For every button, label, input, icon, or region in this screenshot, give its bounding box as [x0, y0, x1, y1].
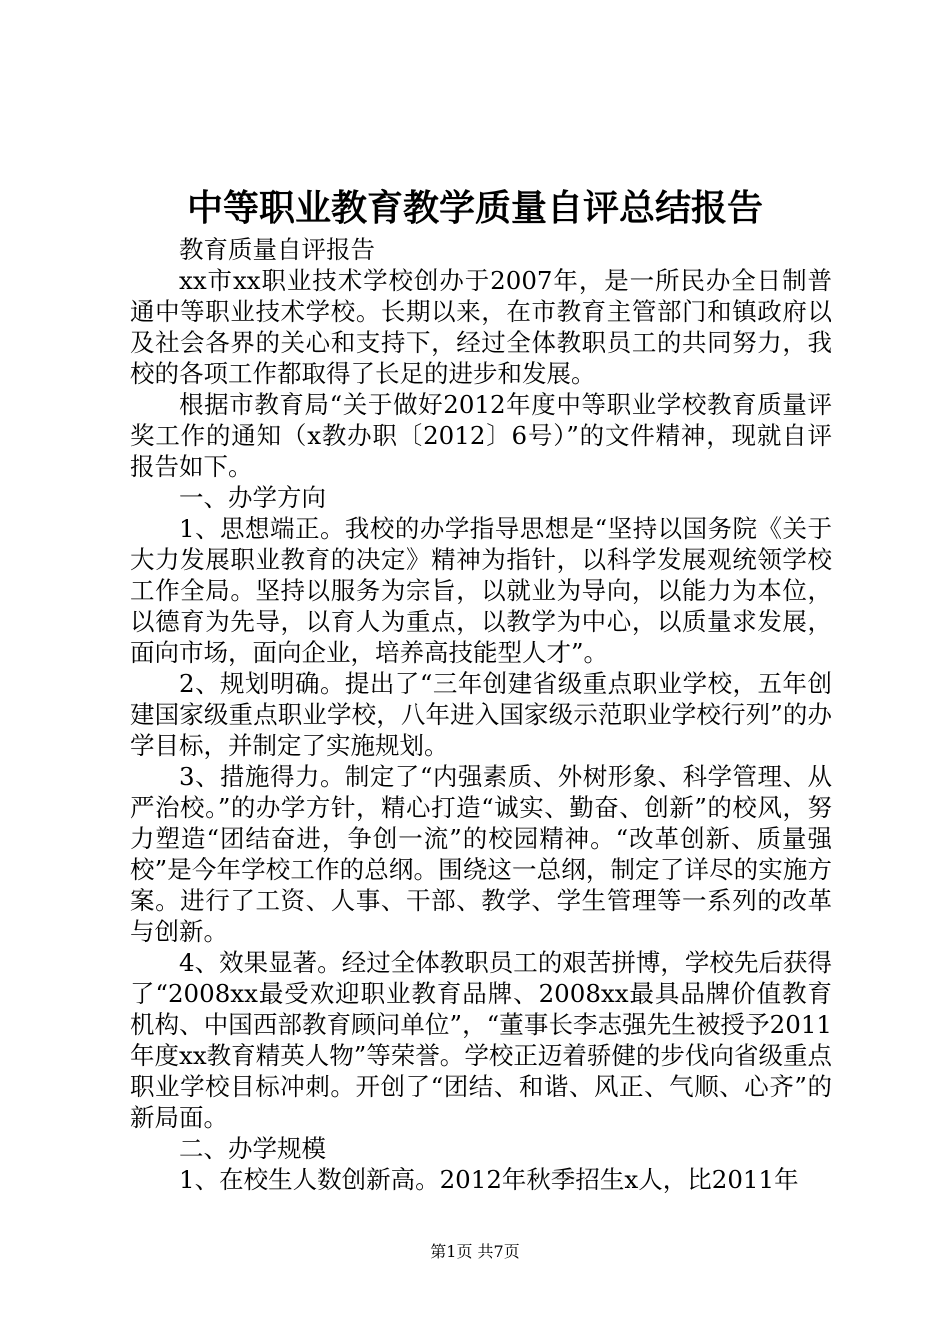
paragraph-subtitle: 教育质量自评报告	[179, 235, 375, 264]
paragraph-basis: 根据市教育局“关于做好2012年度中等职业学校教育质量评奖工作的通知（x教办职〔2012〕6号）”的文件精神，现就自评报告如下。	[130, 390, 832, 481]
paragraph-item-1: 1、思想端正。我校的办学指导思想是“坚持以国务院《关于大力发展职业教育的决定》精神为指针，以科学发展观统领学校工作全局。坚持以服务为宗旨，以就业为导向，以能力为本位，以德育为先导，以育人为重点，以教学为中心，以质量求发展，面向市场，面向企业，培养高技能型人才”。	[130, 514, 832, 667]
section-heading-scale: 二、办学规模	[179, 1134, 326, 1163]
document-body	[130, 234, 832, 1195]
paragraph-intro: xx市xx职业技术学校创办于2007年，是一所民办全日制普通中等职业技术学校。长期以来，在市教育主管部门和镇政府以及社会各界的关心和支持下，经过全体教职员工的共同努力，我校的各项工作都取得了长足的进步和发展。	[130, 266, 832, 388]
section-heading-direction: 一、办学方向	[179, 483, 326, 512]
paragraph-item-4: 4、效果显著。经过全体教职员工的艰苦拼博，学校先后获得了“2008xx最受欢迎职业教育品牌、2008xx最具品牌价值教育机构、中国西部教育顾问单位”，“董事长李志强先生被授予2011年度xx教育精英人物”等荣誉。学校正迈着骄健的步伐向省级重点职业学校目标冲刺。开创了“团结、和谐、风正、气顺、心齐”的新局面。	[130, 948, 832, 1132]
paragraph-item-2: 2、规划明确。提出了“三年创建省级重点职业学校，五年创建国家级重点职业学校，八年进入国家级示范职业学校行列”的办学目标，并制定了实施规划。	[130, 669, 832, 760]
paragraph-item-3: 3、措施得力。制定了“内强素质、外树形象、科学管理、从严治校。”的办学方针，精心打造“诚实、勤奋、创新”的校风，努力塑造“团结奋进，争创一流”的校园精神。“改革创新、质量强校”是今年学校工作的总纲。围绕这一总纲，制定了详尽的实施方案。进行了工资、人事、干部、教学、学生管理等一系列的改革与创新。	[130, 762, 832, 946]
paragraph-scale-1: 1、在校生人数创新高。2012年秋季招生x人，比2011年	[179, 1165, 799, 1194]
document-title: 中等职业教育教学质量自评总结报告	[186, 187, 763, 229]
page-number-footer: 第1页 共7页	[430, 1242, 520, 1261]
